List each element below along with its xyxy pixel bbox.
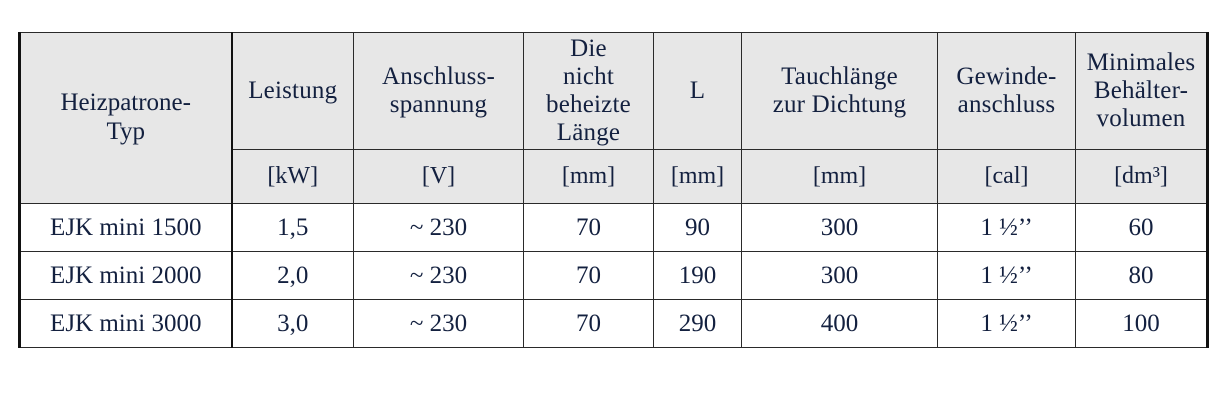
table-header (20, 33, 1208, 204)
header-leistung: Leistung (232, 33, 354, 150)
cell-type: EJK mini 2000 (20, 252, 232, 300)
cell-l: 290 (654, 300, 742, 348)
unit-leistung: [kW] (232, 150, 354, 204)
cell-tauchlaenge: 300 (742, 252, 938, 300)
specifications-table (18, 32, 1209, 348)
cell-spannung: ~ 230 (354, 300, 524, 348)
cell-l: 190 (654, 252, 742, 300)
unit-anschlussspannung: [V] (354, 150, 524, 204)
cell-type: EJK mini 1500 (20, 204, 232, 252)
unit-l: [mm] (654, 150, 742, 204)
cell-gewinde: 1 ½’’ (938, 252, 1076, 300)
header-l: L (654, 33, 742, 150)
header-tauchlaenge: Tauchlänge zur Dichtung (742, 33, 938, 150)
unit-nicht-beheizte-laenge: [mm] (524, 150, 654, 204)
cell-nicht-beheizte-laenge: 70 (524, 252, 654, 300)
header-behaeltervolumen: Minimales Behälter- volumen (1076, 33, 1208, 150)
cell-volumen: 60 (1076, 204, 1208, 252)
header-label-row (20, 33, 1208, 150)
table-row (20, 204, 1208, 252)
table-row (20, 300, 1208, 348)
cell-leistung: 1,5 (232, 204, 354, 252)
cell-leistung: 3,0 (232, 300, 354, 348)
cell-nicht-beheizte-laenge: 70 (524, 300, 654, 348)
unit-tauchlaenge: [mm] (742, 150, 938, 204)
table-row (20, 252, 1208, 300)
unit-gewindeanschluss: [cal] (938, 150, 1076, 204)
header-nicht-beheizte-laenge: Die nicht beheizte Länge (524, 33, 654, 150)
cell-tauchlaenge: 300 (742, 204, 938, 252)
cell-spannung: ~ 230 (354, 252, 524, 300)
unit-behaeltervolumen: [dm³] (1076, 150, 1208, 204)
cell-tauchlaenge: 400 (742, 300, 938, 348)
cell-l: 90 (654, 204, 742, 252)
cell-type: EJK mini 3000 (20, 300, 232, 348)
cell-nicht-beheizte-laenge: 70 (524, 204, 654, 252)
header-anschlussspannung: Anschluss- spannung (354, 33, 524, 150)
cell-gewinde: 1 ½’’ (938, 204, 1076, 252)
header-type: Heizpatrone- Typ (20, 33, 232, 204)
cell-leistung: 2,0 (232, 252, 354, 300)
cell-volumen: 80 (1076, 252, 1208, 300)
cell-volumen: 100 (1076, 300, 1208, 348)
cell-gewinde: 1 ½’’ (938, 300, 1076, 348)
cell-spannung: ~ 230 (354, 204, 524, 252)
table-body (20, 204, 1208, 348)
header-gewindeanschluss: Gewinde- anschluss (938, 33, 1076, 150)
